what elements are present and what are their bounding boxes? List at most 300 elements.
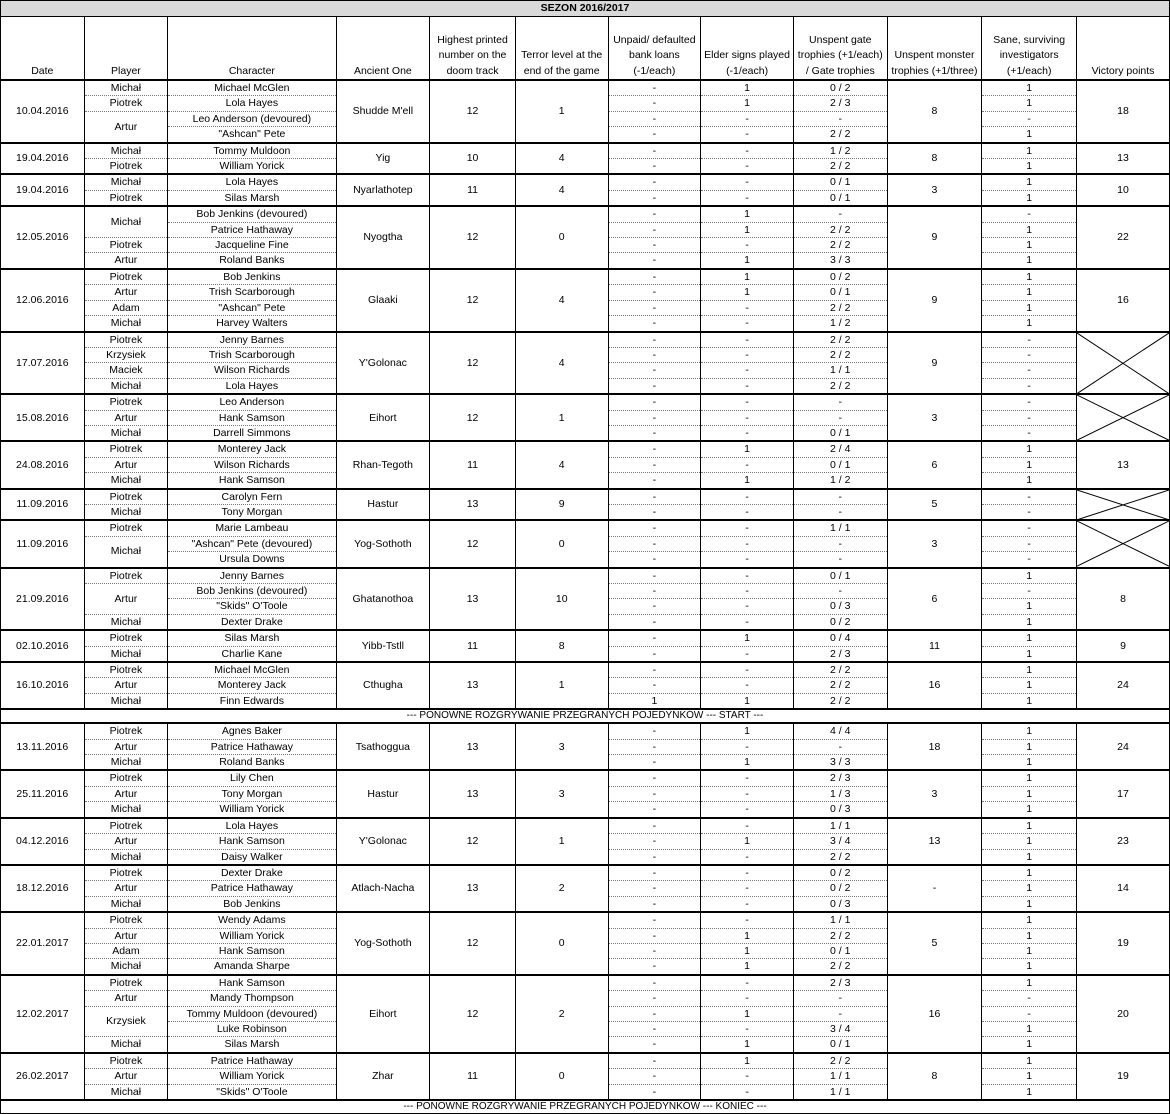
bank-loans-value: - bbox=[608, 269, 701, 285]
terror-level: 8 bbox=[515, 630, 608, 662]
terror-level: 0 bbox=[515, 912, 608, 975]
player-name: Piotrek bbox=[84, 269, 168, 285]
monster-trophies-value: 3 bbox=[887, 770, 982, 817]
ancient-one: Nyarlathotep bbox=[336, 174, 430, 206]
survivor-value: - bbox=[982, 206, 1077, 222]
doom-track-value: 12 bbox=[430, 818, 516, 865]
terror-level: 9 bbox=[515, 489, 608, 521]
survivor-value: 1 bbox=[982, 96, 1077, 111]
elder-signs-value: 1 bbox=[701, 755, 794, 771]
gate-trophies-value: 2 / 2 bbox=[793, 693, 887, 709]
doom-track-value: 12 bbox=[430, 206, 516, 269]
character-name: Dexter Drake bbox=[168, 614, 336, 630]
game-row bbox=[1, 441, 1170, 457]
elder-signs-value: - bbox=[701, 394, 794, 410]
elder-signs-value: - bbox=[701, 1021, 794, 1036]
ancient-one: Zhar bbox=[336, 1053, 430, 1100]
survivor-value: 1 bbox=[982, 723, 1077, 739]
victory-points-crossed bbox=[1077, 489, 1170, 521]
elder-signs-value: - bbox=[701, 896, 794, 912]
victory-points: 23 bbox=[1077, 818, 1170, 865]
victory-points: 24 bbox=[1077, 723, 1170, 770]
terror-level: 4 bbox=[515, 269, 608, 332]
bank-loans-value: - bbox=[608, 1053, 701, 1069]
elder-signs-value: - bbox=[701, 568, 794, 584]
character-name: Hank Samson bbox=[168, 975, 336, 991]
elder-signs-value: - bbox=[701, 770, 794, 786]
bank-loans-value: - bbox=[608, 912, 701, 928]
gate-trophies-value: 0 / 1 bbox=[793, 285, 887, 300]
terror-level: 1 bbox=[515, 80, 608, 143]
survivor-value: - bbox=[982, 552, 1077, 568]
survivor-value: 1 bbox=[982, 238, 1077, 253]
victory-points: 20 bbox=[1077, 975, 1170, 1053]
victory-points: 14 bbox=[1077, 865, 1170, 912]
bank-loans-value: - bbox=[608, 739, 701, 754]
gate-trophies-value: 1 / 3 bbox=[793, 786, 887, 801]
elder-signs-value: - bbox=[701, 975, 794, 991]
bank-loans-value: - bbox=[608, 425, 701, 441]
bank-loans-value: - bbox=[608, 441, 701, 457]
ancient-one: Atlach-Nacha bbox=[336, 865, 430, 912]
bank-loans-value: - bbox=[608, 300, 701, 315]
bank-loans-value: - bbox=[608, 457, 701, 472]
player-name: Piotrek bbox=[84, 770, 168, 786]
doom-track-value: 12 bbox=[430, 975, 516, 1053]
bank-loans-value: - bbox=[608, 1084, 701, 1100]
character-name: Monterey Jack bbox=[168, 441, 336, 457]
gate-trophies-value: 2 / 2 bbox=[793, 159, 887, 175]
character-name: Wendy Adams bbox=[168, 912, 336, 928]
player-name: Piotrek bbox=[84, 190, 168, 206]
player-name: Michał bbox=[84, 143, 168, 159]
character-name: William Yorick bbox=[168, 1069, 336, 1084]
ancient-one: Yig bbox=[336, 143, 430, 175]
character-name: "Ashcan" Pete bbox=[168, 127, 336, 143]
header-bank-loans: Unpaid/ defaulted bank loans (-1/each) bbox=[608, 17, 701, 81]
player-name: Piotrek bbox=[84, 865, 168, 881]
gate-trophies-value: 1 / 1 bbox=[793, 1084, 887, 1100]
player-name: Piotrek bbox=[84, 394, 168, 410]
survivor-value: 1 bbox=[982, 457, 1077, 472]
survivor-value: - bbox=[982, 332, 1077, 348]
gate-trophies-value: 2 / 2 bbox=[793, 127, 887, 143]
gate-trophies-value: 2 / 2 bbox=[793, 347, 887, 362]
header-ancient-one: Ancient One bbox=[336, 17, 430, 81]
player-name: Adam bbox=[84, 943, 168, 958]
header-character: Character bbox=[168, 17, 336, 81]
character-name: Wilson Richards bbox=[168, 457, 336, 472]
survivor-value: - bbox=[982, 363, 1077, 378]
survivor-value: 1 bbox=[982, 143, 1077, 159]
survivor-value: 1 bbox=[982, 1053, 1077, 1069]
character-name: Wilson Richards bbox=[168, 363, 336, 378]
character-name: Lola Hayes bbox=[168, 174, 336, 190]
player-name: Maciek bbox=[84, 363, 168, 378]
bank-loans-value: - bbox=[608, 96, 701, 111]
game-row bbox=[1, 723, 1170, 739]
character-name: Monterey Jack bbox=[168, 678, 336, 693]
elder-signs-value: 1 bbox=[701, 1053, 794, 1069]
victory-points: 18 bbox=[1077, 80, 1170, 143]
character-name: Daisy Walker bbox=[168, 849, 336, 865]
monster-trophies-value: 3 bbox=[887, 520, 982, 567]
doom-track-value: 10 bbox=[430, 143, 516, 175]
ancient-one: Shudde M'ell bbox=[336, 80, 430, 143]
game-date: 19.04.2016 bbox=[1, 174, 85, 206]
ancient-one: Eihort bbox=[336, 394, 430, 441]
gate-trophies-value: - bbox=[793, 1006, 887, 1021]
bank-loans-value: - bbox=[608, 1069, 701, 1084]
player-name: Michał bbox=[84, 80, 168, 96]
ancient-one: Hastur bbox=[336, 489, 430, 521]
gate-trophies-value: 2 / 2 bbox=[793, 222, 887, 237]
gate-trophies-value: 0 / 1 bbox=[793, 1037, 887, 1053]
character-name: Silas Marsh bbox=[168, 630, 336, 646]
elder-signs-value: - bbox=[701, 991, 794, 1006]
character-name: Roland Banks bbox=[168, 755, 336, 771]
monster-trophies-value: 5 bbox=[887, 912, 982, 975]
survivor-value: - bbox=[982, 520, 1077, 536]
bank-loans-value: - bbox=[608, 896, 701, 912]
game-row bbox=[1, 143, 1170, 159]
bank-loans-value: - bbox=[608, 143, 701, 159]
header-victory-points: Victory points bbox=[1077, 17, 1170, 81]
game-row bbox=[1, 80, 1170, 96]
game-date: 12.05.2016 bbox=[1, 206, 85, 269]
elder-signs-value: - bbox=[701, 378, 794, 394]
character-name: Jenny Barnes bbox=[168, 568, 336, 584]
character-name: William Yorick bbox=[168, 802, 336, 818]
gate-trophies-value: - bbox=[793, 489, 887, 505]
player-name: Piotrek bbox=[84, 520, 168, 536]
elder-signs-value: 1 bbox=[701, 222, 794, 237]
player-name: Piotrek bbox=[84, 441, 168, 457]
player-name: Michał bbox=[84, 504, 168, 520]
character-name: William Yorick bbox=[168, 159, 336, 175]
survivor-value: - bbox=[982, 1006, 1077, 1021]
victory-points-crossed bbox=[1077, 520, 1170, 567]
bank-loans-value: - bbox=[608, 646, 701, 662]
survivor-value: 1 bbox=[982, 285, 1077, 300]
gate-trophies-value: - bbox=[793, 552, 887, 568]
player-name: Michał bbox=[84, 755, 168, 771]
terror-level: 2 bbox=[515, 975, 608, 1053]
gate-trophies-value: 2 / 2 bbox=[793, 662, 887, 678]
gate-trophies-value: - bbox=[793, 536, 887, 551]
gate-trophies-value: 2 / 3 bbox=[793, 770, 887, 786]
cross-out-mark bbox=[1077, 395, 1169, 440]
gate-trophies-value: 3 / 3 bbox=[793, 253, 887, 269]
header-date: Date bbox=[1, 17, 85, 81]
gate-trophies-value: 2 / 2 bbox=[793, 300, 887, 315]
character-name: Tony Morgan bbox=[168, 786, 336, 801]
gate-trophies-value: 1 / 2 bbox=[793, 143, 887, 159]
elder-signs-value: 1 bbox=[701, 206, 794, 222]
victory-points: 9 bbox=[1077, 630, 1170, 662]
ancient-one: Yibb-Tstll bbox=[336, 630, 430, 662]
elder-signs-value: - bbox=[701, 786, 794, 801]
victory-points: 16 bbox=[1077, 269, 1170, 332]
gate-trophies-value: 1 / 1 bbox=[793, 912, 887, 928]
bank-loans-value: - bbox=[608, 347, 701, 362]
doom-track-value: 11 bbox=[430, 1053, 516, 1100]
game-row bbox=[1, 770, 1170, 786]
game-date: 25.11.2016 bbox=[1, 770, 85, 817]
bank-loans-value: - bbox=[608, 222, 701, 237]
elder-signs-value: - bbox=[701, 316, 794, 332]
character-name: Tony Morgan bbox=[168, 504, 336, 520]
elder-signs-value: 1 bbox=[701, 96, 794, 111]
player-name: Michał bbox=[84, 646, 168, 662]
victory-points: 13 bbox=[1077, 143, 1170, 175]
game-row bbox=[1, 394, 1170, 410]
doom-track-value: 13 bbox=[430, 662, 516, 709]
elder-signs-value: - bbox=[701, 1069, 794, 1084]
elder-signs-value: - bbox=[701, 552, 794, 568]
bank-loans-value: - bbox=[608, 536, 701, 551]
player-name: Piotrek bbox=[84, 662, 168, 678]
elder-signs-value: - bbox=[701, 849, 794, 865]
gate-trophies-value: 2 / 2 bbox=[793, 959, 887, 975]
elder-signs-value: - bbox=[701, 536, 794, 551]
season-title: SEZON 2016/2017 bbox=[1, 1, 1170, 17]
survivor-value: 1 bbox=[982, 80, 1077, 96]
game-date: 21.09.2016 bbox=[1, 568, 85, 631]
character-name: Hank Samson bbox=[168, 473, 336, 489]
player-name: Artur bbox=[84, 410, 168, 425]
character-name: Hank Samson bbox=[168, 834, 336, 849]
player-name: Artur bbox=[84, 584, 168, 615]
elder-signs-value: - bbox=[701, 646, 794, 662]
character-name: Marie Lambeau bbox=[168, 520, 336, 536]
player-name: Artur bbox=[84, 1069, 168, 1084]
doom-track-value: 11 bbox=[430, 174, 516, 206]
player-name: Michał bbox=[84, 614, 168, 630]
gate-trophies-value: - bbox=[793, 584, 887, 599]
character-name: Bob Jenkins bbox=[168, 896, 336, 912]
bank-loans-value: - bbox=[608, 190, 701, 206]
bank-loans-value: - bbox=[608, 253, 701, 269]
ancient-one: Glaaki bbox=[336, 269, 430, 332]
player-name: Piotrek bbox=[84, 912, 168, 928]
player-name: Adam bbox=[84, 300, 168, 315]
gate-trophies-value: 2 / 2 bbox=[793, 928, 887, 943]
gate-trophies-value: 2 / 2 bbox=[793, 849, 887, 865]
player-name: Piotrek bbox=[84, 159, 168, 175]
survivor-value: 1 bbox=[982, 614, 1077, 630]
survivor-value: 1 bbox=[982, 269, 1077, 285]
character-name: Amanda Sharpe bbox=[168, 959, 336, 975]
terror-level: 4 bbox=[515, 174, 608, 206]
gate-trophies-value: 0 / 2 bbox=[793, 614, 887, 630]
bank-loans-value: - bbox=[608, 755, 701, 771]
game-date: 26.02.2017 bbox=[1, 1053, 85, 1100]
survivor-value: - bbox=[982, 536, 1077, 551]
survivor-value: 1 bbox=[982, 678, 1077, 693]
header-player: Player bbox=[84, 17, 168, 81]
character-name: Patrice Hathaway bbox=[168, 739, 336, 754]
character-name: Mandy Thompson bbox=[168, 991, 336, 1006]
player-name: Piotrek bbox=[84, 96, 168, 111]
bank-loans-value: - bbox=[608, 80, 701, 96]
character-name: Lily Chen bbox=[168, 770, 336, 786]
elder-signs-value: - bbox=[701, 127, 794, 143]
player-name: Artur bbox=[84, 111, 168, 142]
elder-signs-value: - bbox=[701, 190, 794, 206]
player-name: Michał bbox=[84, 425, 168, 441]
doom-track-value: 11 bbox=[430, 630, 516, 662]
survivor-value: - bbox=[982, 584, 1077, 599]
game-row bbox=[1, 662, 1170, 678]
terror-level: 3 bbox=[515, 770, 608, 817]
elder-signs-value: - bbox=[701, 520, 794, 536]
bank-loans-value: - bbox=[608, 599, 701, 614]
ancient-one: Yog-Sothoth bbox=[336, 912, 430, 975]
elder-signs-value: - bbox=[701, 504, 794, 520]
bank-loans-value: - bbox=[608, 489, 701, 505]
ancient-one: Rhan-Tegoth bbox=[336, 441, 430, 488]
game-row bbox=[1, 520, 1170, 536]
elder-signs-value: - bbox=[701, 111, 794, 126]
terror-level: 0 bbox=[515, 1053, 608, 1100]
game-row bbox=[1, 206, 1170, 222]
character-name: Trish Scarborough bbox=[168, 285, 336, 300]
survivor-value: - bbox=[982, 378, 1077, 394]
elder-signs-value: 1 bbox=[701, 1006, 794, 1021]
game-row bbox=[1, 630, 1170, 646]
gate-trophies-value: 1 / 1 bbox=[793, 363, 887, 378]
ancient-one: Ghatanothoa bbox=[336, 568, 430, 631]
monster-trophies-value: 9 bbox=[887, 269, 982, 332]
gate-trophies-value: 2 / 2 bbox=[793, 332, 887, 348]
player-name: Krzysiek bbox=[84, 347, 168, 362]
survivor-value: 1 bbox=[982, 770, 1077, 786]
victory-points: 24 bbox=[1077, 662, 1170, 709]
gate-trophies-value: 1 / 2 bbox=[793, 473, 887, 489]
survivor-value: 1 bbox=[982, 1037, 1077, 1053]
survivor-value: - bbox=[982, 991, 1077, 1006]
elder-signs-value: - bbox=[701, 599, 794, 614]
elder-signs-value: - bbox=[701, 332, 794, 348]
player-name: Artur bbox=[84, 991, 168, 1006]
terror-level: 1 bbox=[515, 394, 608, 441]
gate-trophies-value: 0 / 1 bbox=[793, 425, 887, 441]
gate-trophies-value: 0 / 1 bbox=[793, 568, 887, 584]
monster-trophies-value: 8 bbox=[887, 143, 982, 175]
monster-trophies-value: 16 bbox=[887, 975, 982, 1053]
elder-signs-value: 1 bbox=[701, 630, 794, 646]
survivor-value: 1 bbox=[982, 755, 1077, 771]
game-row bbox=[1, 269, 1170, 285]
header-surviving-investigators: Sane, surviving investigators (+1/each) bbox=[982, 17, 1077, 81]
terror-level: 1 bbox=[515, 662, 608, 709]
bank-loans-value: - bbox=[608, 991, 701, 1006]
player-name: Michał bbox=[84, 849, 168, 865]
header-monster-trophies: Unspent monster trophies (+1/three) bbox=[887, 17, 982, 81]
ancient-one: Y'Golonac bbox=[336, 818, 430, 865]
player-name: Artur bbox=[84, 786, 168, 801]
elder-signs-value: 1 bbox=[701, 80, 794, 96]
player-name: Michał bbox=[84, 174, 168, 190]
character-name: Lola Hayes bbox=[168, 378, 336, 394]
bank-loans-value: - bbox=[608, 881, 701, 896]
survivor-value: 1 bbox=[982, 849, 1077, 865]
terror-level: 1 bbox=[515, 818, 608, 865]
bank-loans-value: - bbox=[608, 928, 701, 943]
survivor-value: - bbox=[982, 504, 1077, 520]
survivor-value: 1 bbox=[982, 441, 1077, 457]
character-name: Agnes Baker bbox=[168, 723, 336, 739]
player-name: Piotrek bbox=[84, 818, 168, 834]
victory-points: 19 bbox=[1077, 1053, 1170, 1100]
elder-signs-value: - bbox=[701, 238, 794, 253]
gate-trophies-value: 4 / 4 bbox=[793, 723, 887, 739]
terror-level: 4 bbox=[515, 143, 608, 175]
bank-loans-value: - bbox=[608, 584, 701, 599]
character-name: Silas Marsh bbox=[168, 190, 336, 206]
elder-signs-value: - bbox=[701, 410, 794, 425]
player-name: Michał bbox=[84, 378, 168, 394]
survivor-value: 1 bbox=[982, 896, 1077, 912]
elder-signs-value: 1 bbox=[701, 693, 794, 709]
bank-loans-value: - bbox=[608, 552, 701, 568]
monster-trophies-value: 6 bbox=[887, 441, 982, 488]
game-date: 22.01.2017 bbox=[1, 912, 85, 975]
character-name: "Skids" O'Toole bbox=[168, 1084, 336, 1100]
elder-signs-value: - bbox=[701, 614, 794, 630]
gate-trophies-value: 2 / 2 bbox=[793, 378, 887, 394]
victory-points: 13 bbox=[1077, 441, 1170, 488]
gate-trophies-value: 3 / 3 bbox=[793, 755, 887, 771]
bank-loans-value: - bbox=[608, 238, 701, 253]
bank-loans-value: - bbox=[608, 410, 701, 425]
gate-trophies-value: 0 / 1 bbox=[793, 174, 887, 190]
player-name: Michał bbox=[84, 473, 168, 489]
bank-loans-value: - bbox=[608, 865, 701, 881]
bank-loans-value: - bbox=[608, 316, 701, 332]
doom-track-value: 12 bbox=[430, 269, 516, 332]
ancient-one: Cthugha bbox=[336, 662, 430, 709]
player-name: Piotrek bbox=[84, 332, 168, 348]
doom-track-value: 12 bbox=[430, 394, 516, 441]
doom-track-value: 13 bbox=[430, 865, 516, 912]
survivor-value: 1 bbox=[982, 693, 1077, 709]
doom-track-value: 13 bbox=[430, 770, 516, 817]
monster-trophies-value: 9 bbox=[887, 206, 982, 269]
bank-loans-value: - bbox=[608, 363, 701, 378]
character-name: Darrell Simmons bbox=[168, 425, 336, 441]
player-name: Piotrek bbox=[84, 1053, 168, 1069]
monster-trophies-value: 16 bbox=[887, 662, 982, 709]
character-name: Bob Jenkins (devoured) bbox=[168, 584, 336, 599]
survivor-value: 1 bbox=[982, 568, 1077, 584]
elder-signs-value: - bbox=[701, 739, 794, 754]
gate-trophies-value: 2 / 4 bbox=[793, 441, 887, 457]
gate-trophies-value: 2 / 2 bbox=[793, 1053, 887, 1069]
character-name: Hank Samson bbox=[168, 943, 336, 958]
elder-signs-value: - bbox=[701, 881, 794, 896]
monster-trophies-value: 5 bbox=[887, 489, 982, 521]
game-row bbox=[1, 332, 1170, 348]
terror-level: 4 bbox=[515, 332, 608, 395]
doom-track-value: 11 bbox=[430, 441, 516, 488]
monster-trophies-value: 6 bbox=[887, 568, 982, 631]
gate-trophies-value: 3 / 4 bbox=[793, 1021, 887, 1036]
player-name: Krzysiek bbox=[84, 1006, 168, 1037]
game-date: 24.08.2016 bbox=[1, 441, 85, 488]
survivor-value: 1 bbox=[982, 222, 1077, 237]
